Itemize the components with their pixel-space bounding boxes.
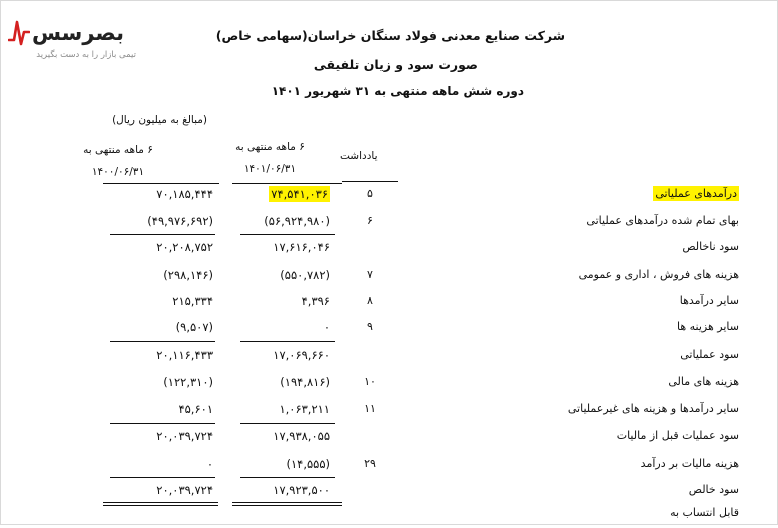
row-value-current: ۱۷,۹۳۸,۰۵۵ [273,429,330,443]
row-label: سایر درآمدها [679,294,739,307]
row-label: سود ناخالص [682,240,739,253]
logo-tagline: تیمی بازار را به دست بگیرید [36,50,136,60]
row-label: سایر درآمدها و هزینه های غیرعملیاتی [567,402,739,415]
subtotal-rule-current [240,234,335,235]
table-row [0,316,778,342]
row-value-prior: ۲۰,۰۳۹,۷۲۴ [156,429,213,443]
row-value-prior: ۲۰,۰۳۹,۷۲۴ [156,483,213,497]
row-value-current: (۱۴,۵۵۵) [286,457,330,471]
subtotal-rule-current [240,341,335,342]
subtotal-rule-prior [110,341,215,342]
row-value-current: (۵۶,۹۲۴,۹۸۰) [264,214,330,228]
table-row [0,344,778,370]
row-value-current: ۱۷,۰۶۹,۶۶۰ [273,348,330,362]
row-note: ۷ [367,268,373,281]
table-row [0,210,778,236]
row-label: سود خالص [688,483,739,496]
subtotal-rule-prior [110,477,215,478]
row-label: سایر هزینه ها [677,320,739,333]
row-value-prior: ۲۰,۱۱۶,۴۳۳ [156,348,213,362]
column-header-current-line2: ۱۴۰۱/۰۶/۳۱ [243,163,297,175]
table-row [0,425,778,451]
subtotal-rule-current [240,477,335,478]
column-header-prior-line1: ۶ ماهه منتهی به [83,144,153,156]
row-label: قابل انتساب به [670,506,739,519]
row-value-prior: ۰ [206,457,213,471]
row-value-prior: (۱۲۲,۳۱۰) [163,375,213,389]
row-value-prior: ۲۱۵,۳۳۴ [172,294,213,308]
table-row [0,290,778,316]
row-value-current: (۱۹۴,۸۱۶) [280,375,330,389]
row-value-current: (۵۵۰,۷۸۲) [280,268,330,282]
column-header-current-line1: ۶ ماهه منتهی به [235,141,305,153]
unit-note: (مبالغ به میلیون ریال) [112,114,207,126]
row-label: سود عملیاتی [680,348,739,361]
table-row [0,398,778,424]
column-header-current [200,136,340,180]
table-row [0,264,778,290]
row-note: ۹ [367,320,373,333]
row-label: هزینه مالیات بر درآمد [640,457,739,470]
row-value-prior: ۷۰,۱۸۵,۴۴۴ [156,187,213,201]
row-label: درآمدهای عملیاتی [655,187,737,200]
table-row [0,502,778,528]
row-value-current: ۷۴,۵۴۱,۰۳۶ [271,187,328,201]
note-column-header: یادداشت [340,150,378,162]
row-value-current: ۴,۳۹۶ [301,294,330,308]
statement-title: صورت سود و زیان تلفیقی [313,57,478,72]
pulse-chart-icon [8,18,30,48]
table-row [0,183,778,209]
header-rule-note [342,181,398,182]
row-value-prior: (۲۹۸,۱۴۶) [163,268,213,282]
row-note: ۶ [367,214,373,227]
row-value-prior: ۲۰,۲۰۸,۷۵۲ [156,240,213,254]
row-value-prior: ۴۵,۶۰۱ [178,402,213,416]
row-value-prior: (۹,۵۰۷) [175,320,213,334]
row-label: بهای تمام شده درآمدهای عملیاتی [586,214,739,227]
column-header-prior-line2: ۱۴۰۰/۰۶/۳۱ [91,166,145,178]
row-value-current: ۱,۰۶۳,۲۱۱ [279,402,330,416]
row-note: ۲۹ [364,457,376,470]
row-note: ۵ [367,187,373,200]
row-label: هزینه های مالی [668,375,739,388]
site-logo[interactable] [8,18,148,68]
row-note: ۸ [367,294,373,307]
logo-wordmark: بصرسس [32,21,124,45]
subtotal-rule-current [240,423,335,424]
row-note: ۱۱ [364,402,376,415]
subtotal-rule-prior [110,234,215,235]
column-header-prior [48,139,188,183]
row-value-current: ۰ [323,320,330,334]
row-value-prior: (۴۹,۹۷۶,۶۹۲) [147,214,213,228]
row-value-current: ۱۷,۹۲۳,۵۰۰ [273,483,330,497]
row-note: ۱۰ [364,375,376,388]
subtotal-rule-prior [110,423,215,424]
period-title: دوره شش ماهه منتهی به ۳۱ شهریور ۱۴۰۱ [271,84,524,98]
table-row [0,236,778,262]
table-row [0,371,778,397]
row-label: هزینه های فروش ، اداری و عمومی [578,268,739,281]
row-value-current: ۱۷,۶۱۶,۰۴۶ [273,240,330,254]
company-title: شرکت صنایع معدنی فولاد سنگان خراسان(سهامی خاص) [215,28,565,43]
row-label: سود عملیات قبل از مالیات [616,429,739,442]
table-row [0,453,778,479]
